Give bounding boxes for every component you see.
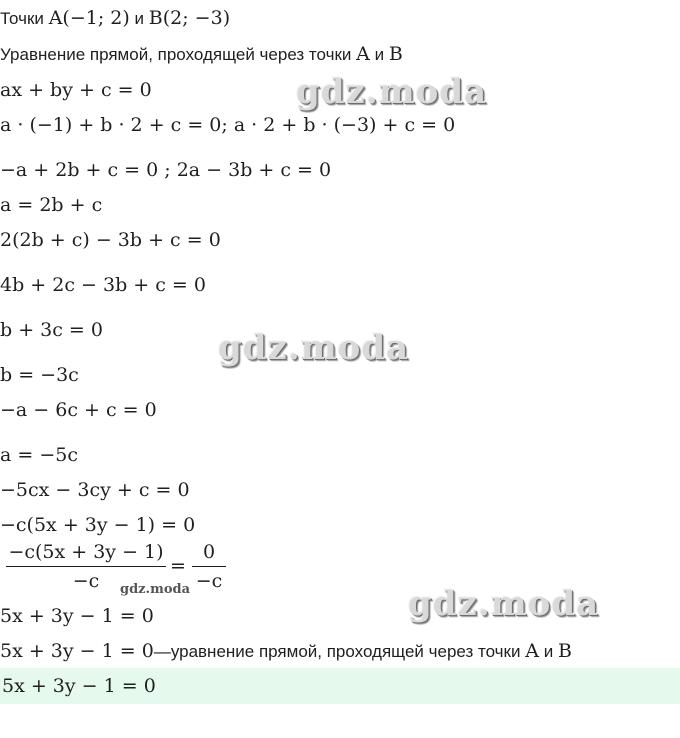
conclusion-and: и bbox=[543, 642, 554, 661]
step-3: −a + 2b + c = 0 ; 2a − 3b + c = 0 bbox=[0, 159, 332, 181]
step-6: 4b + 2c − 3b + c = 0 bbox=[0, 274, 206, 296]
step-11: −5cx − 3cy + c = 0 bbox=[0, 479, 190, 501]
conclusion-text: —уравнение прямой, проходящей через точки bbox=[153, 642, 521, 661]
step-5: 2(2b + c) − 3b + c = 0 bbox=[0, 229, 221, 251]
conclusion-a: A bbox=[525, 640, 539, 662]
watermark-logo: gdz.moda bbox=[296, 72, 488, 112]
statement-line bbox=[0, 42, 403, 67]
conclusion-line bbox=[0, 639, 572, 664]
step-2: a · (−1) + b · 2 + c = 0; a · 2 + b · (−3) + c = 0 bbox=[0, 114, 456, 136]
points-header bbox=[0, 6, 230, 31]
fraction-left-bar bbox=[6, 566, 166, 567]
fraction-right bbox=[192, 540, 226, 593]
step-4: a = 2b + c bbox=[0, 194, 103, 216]
step-10: a = −5c bbox=[0, 444, 78, 466]
answer-equation: 5x + 3y − 1 = 0 bbox=[2, 675, 156, 697]
fraction-equals: = bbox=[170, 555, 186, 577]
step-7: b + 3c = 0 bbox=[0, 319, 103, 341]
result-line: 5x + 3y − 1 = 0 bbox=[0, 605, 154, 627]
conclusion-equation: 5x + 3y − 1 = 0 bbox=[0, 640, 154, 662]
step-1: ax + by + c = 0 bbox=[0, 79, 152, 101]
watermark-logo: gdz.moda bbox=[408, 584, 600, 624]
watermark-logo-small: gdz.moda bbox=[120, 582, 191, 597]
point-b: B(2; −3) bbox=[148, 7, 231, 29]
statement-b: B bbox=[388, 43, 403, 65]
step-8: b = −3c bbox=[0, 364, 79, 386]
step-9: −a − 6c + c = 0 bbox=[0, 399, 157, 421]
and-word: и bbox=[134, 9, 145, 28]
watermark-logo: gdz.moda bbox=[218, 328, 410, 368]
statement-and: и bbox=[374, 45, 385, 64]
fraction-right-bar bbox=[192, 566, 226, 567]
step-12: −c(5x + 3y − 1) = 0 bbox=[0, 514, 196, 536]
answer-box bbox=[0, 668, 680, 704]
fraction-right-denominator: −c bbox=[195, 570, 223, 592]
statement-a: A bbox=[356, 43, 370, 65]
fraction-right-numerator: 0 bbox=[202, 541, 216, 563]
fraction-left-denominator: −c bbox=[72, 570, 100, 592]
points-intro: Точки bbox=[0, 9, 44, 28]
point-a: A(−1; 2) bbox=[48, 7, 130, 29]
statement-text: Уравнение прямой, проходящей через точки bbox=[0, 45, 352, 64]
conclusion-b: B bbox=[557, 640, 572, 662]
fraction-left-numerator: −c(5x + 3y − 1) bbox=[8, 541, 164, 563]
